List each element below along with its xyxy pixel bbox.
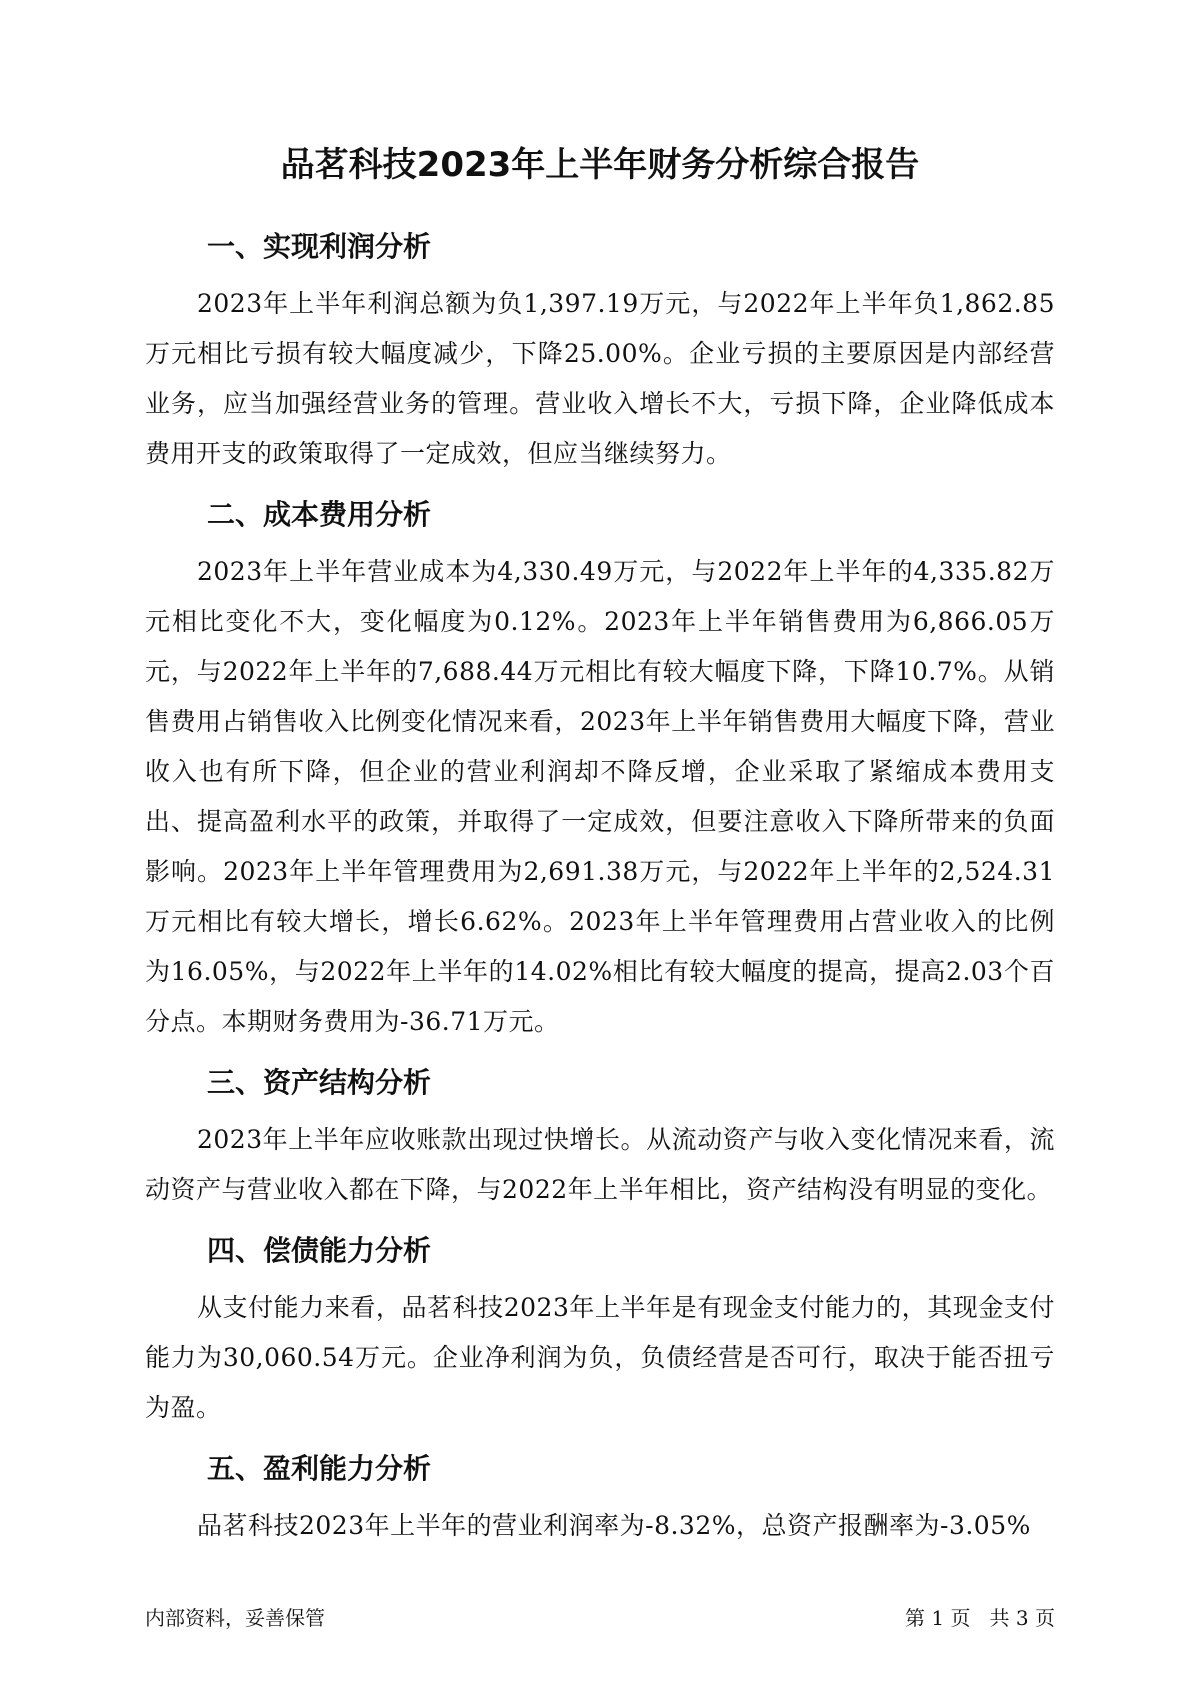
- document-title: 品茗科技2023年上半年财务分析综合报告: [280, 145, 920, 185]
- section-solvency: [145, 1229, 1055, 1433]
- section-profit-analysis: [145, 225, 1055, 479]
- document-page: [145, 0, 1055, 1684]
- document-body: [145, 225, 1055, 1565]
- section-paragraph: 从支付能力来看，品茗科技2023年上半年是有现金支付能力的，其现金支付能力为30,060.54万元。企业净利润为负，负债经营是否可行，取决于能否扭亏为盈。: [145, 1293, 1055, 1422]
- section-heading: 二、成本费用分析: [207, 498, 432, 531]
- footer-page-number: 第 1 页 共 3 页: [905, 1606, 1055, 1630]
- section-paragraph: 2023年上半年应收账款出现过快增长。从流动资产与收入变化情况来看，流动资产与营业收入都在下降，与2022年上半年相比，资产结构没有明显的变化。: [145, 1125, 1055, 1204]
- section-paragraph: 品茗科技2023年上半年的营业利润率为-8.32%，总资产报酬率为-3.05%: [197, 1511, 1031, 1540]
- section-cost-analysis: [145, 493, 1055, 1047]
- section-paragraph: 2023年上半年利润总额为负1,397.19万元，与2022年上半年负1,862.85万元相比亏损有较大幅度减少，下降25.00%。企业亏损的主要原因是内部经营业务，应当加强经营业务的管理。营业收入增长不大，亏损下降，企业降低成本费用开支的政策取得了一定成效，但应当继续努力。: [145, 289, 1055, 468]
- footer-confidential-note: 内部资料，妥善保管: [145, 1606, 325, 1630]
- section-heading: 一、实现利润分析: [207, 230, 432, 263]
- section-profitability: [145, 1447, 1055, 1551]
- section-heading: 五、盈利能力分析: [207, 1452, 432, 1485]
- section-asset-structure: [145, 1061, 1055, 1215]
- section-heading: 三、资产结构分析: [207, 1066, 432, 1099]
- section-paragraph: 2023年上半年营业成本为4,330.49万元，与2022年上半年的4,335.82万元相比变化不大，变化幅度为0.12%。2023年上半年销售费用为6,866.05万元，与2022年上半年的7,688.44万元相比有较大幅度下降，下降10.7%。从销售费用占销售收入比例变化情况来看，2023年上半年销售费用大幅度下降，营业收入也有所下降，但企业的营业利润却不降反增，企业采取了紧缩成本费用支出、提高盈利水平的政策，并取得了一定成效，但要注意收入下降所带来的负面影响。2023年上半年管理费用为2,691.38万元，与2022年上半年的2,524.31万元相比有较大增长，增长6.62%。2023年上半年管理费用占营业收入的比例为16.05%，与2022年上半年的14.02%相比有较大幅度的提高，提高2.03个百分点。本期财务费用为-36.71万元。: [145, 557, 1055, 1036]
- section-heading: 四、偿债能力分析: [207, 1234, 432, 1267]
